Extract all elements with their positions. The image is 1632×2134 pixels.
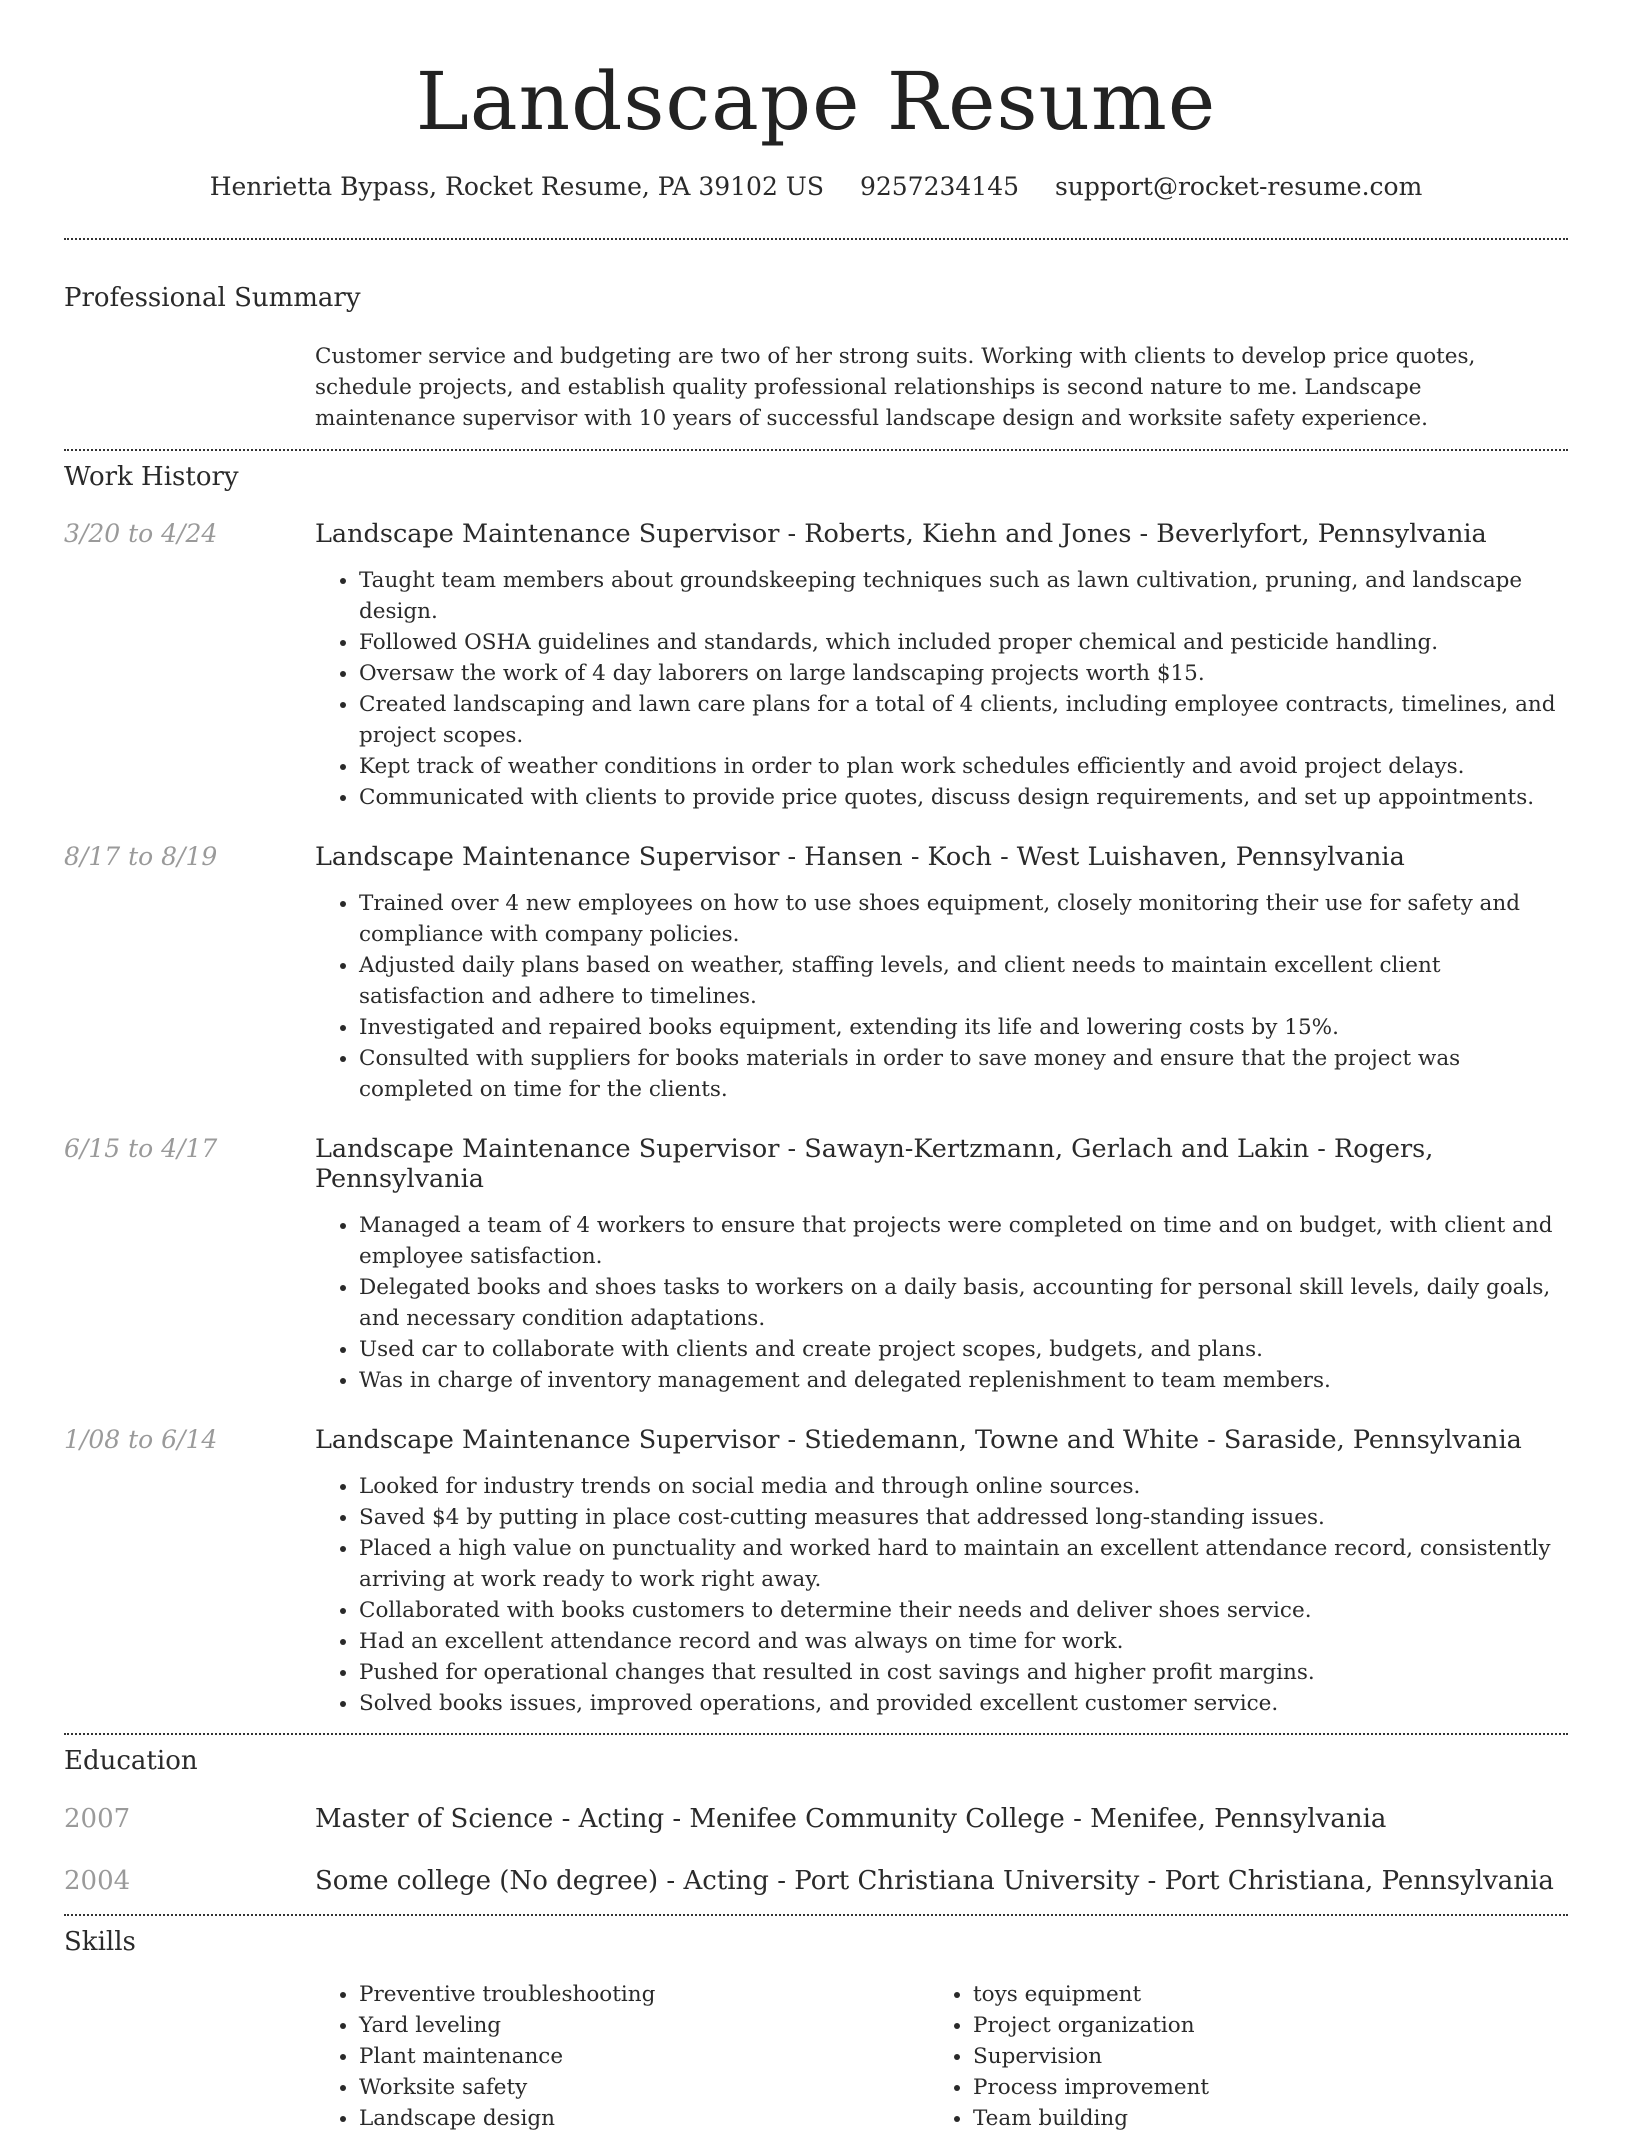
contact-phone: 9257234145 bbox=[859, 172, 1020, 201]
job-bullets bbox=[315, 565, 1568, 813]
job-dates: 3/20 to 4/24 bbox=[64, 519, 218, 548]
education-year: 2004 bbox=[64, 1866, 131, 1896]
list-item: • Collaborated with books customers to determine their needs and deliver shoes service. bbox=[359, 1595, 1568, 1626]
list-item: • Was in charge of inventory management and delegated replenishment to team members. bbox=[359, 1365, 1568, 1396]
list-item: • Pushed for operational changes that resulted in cost savings and higher profit margins. bbox=[359, 1657, 1568, 1688]
list-item: • Consulted with suppliers for books materials in order to save money and ensure that the project was completed on time for the clients. bbox=[359, 1043, 1568, 1105]
contact-address: Henrietta Bypass, Rocket Resume, PA 39102 US bbox=[209, 172, 824, 201]
skill-item: • Landscape design bbox=[359, 2103, 929, 2134]
list-item: • Had an excellent attendance record and was always on time for work. bbox=[359, 1626, 1568, 1657]
section-title-summary: Professional Summary bbox=[64, 283, 361, 313]
list-item: • Used car to collaborate with clients and create project scopes, budgets, and plans. bbox=[359, 1334, 1568, 1365]
list-item: • Kept track of weather conditions in order to plan work schedules efficiently and avoid project delays. bbox=[359, 751, 1568, 782]
skill-item: • Worksite safety bbox=[359, 2072, 929, 2103]
skill-item: • Project organization bbox=[973, 2010, 1543, 2041]
resume-title: Landscape Resume bbox=[415, 55, 1217, 148]
list-item: • Looked for industry trends on social media and through online sources. bbox=[359, 1471, 1568, 1502]
job-bullets bbox=[315, 888, 1568, 1105]
section-divider bbox=[64, 1733, 1568, 1735]
job-bullets bbox=[315, 1471, 1568, 1719]
list-item: • Saved $4 by putting in place cost-cutting measures that addressed long-standing issues. bbox=[359, 1502, 1568, 1533]
skill-item: • Process improvement bbox=[973, 2072, 1543, 2103]
list-item: • Taught team members about groundskeeping techniques such as lawn cultivation, pruning, and landscape design. bbox=[359, 565, 1568, 627]
job-title: Landscape Maintenance Supervisor - Roberts, Kiehn and Jones - Beverlyfort, Pennsylvania bbox=[315, 519, 1487, 549]
list-item: • Created landscaping and lawn care plans for a total of 4 clients, including employee contracts, timelines, and project scopes. bbox=[359, 689, 1568, 751]
skills-column-right bbox=[929, 1979, 1543, 2134]
skill-item: • Plant maintenance bbox=[359, 2041, 929, 2072]
section-title-work: Work History bbox=[64, 462, 239, 492]
job-title: Landscape Maintenance Supervisor - Sawayn-Kertzmann, Gerlach and Lakin - Rogers, Pennsylvania bbox=[315, 1134, 1434, 1194]
summary-text: Customer service and budgeting are two of her strong suits. Working with clients to develop price quotes, schedule projects, and establish quality professional relationships is second nature to me. Landscape maintenance supervisor with 10 years of successful landscape design and worksite safety experience. bbox=[315, 344, 1476, 431]
list-item: • Adjusted daily plans based on weather, staffing levels, and client needs to maintain excellent client satisfaction and adhere to timelines. bbox=[359, 950, 1568, 1012]
resume-page bbox=[64, 0, 1568, 2134]
job-entry bbox=[64, 1425, 1568, 1719]
list-item: • Communicated with clients to provide price quotes, discuss design requirements, and set up appointments. bbox=[359, 782, 1568, 813]
skill-item: • Preventive troubleshooting bbox=[359, 1979, 929, 2010]
contact-email: support@rocket-resume.com bbox=[1054, 172, 1423, 201]
skill-item: • Yard leveling bbox=[359, 2010, 929, 2041]
section-title-skills: Skills bbox=[64, 1927, 136, 1957]
job-entry bbox=[64, 519, 1568, 813]
list-item: • Oversaw the work of 4 day laborers on large landscaping projects worth $15. bbox=[359, 658, 1568, 689]
education-entry bbox=[64, 1866, 1568, 1896]
education-title: Master of Science - Acting - Menifee Community College - Menifee, Pennsylvania bbox=[315, 1804, 1387, 1834]
job-bullets bbox=[315, 1210, 1568, 1396]
skill-item: • toys equipment bbox=[973, 1979, 1543, 2010]
job-entry bbox=[64, 1134, 1568, 1396]
section-divider bbox=[64, 449, 1568, 451]
list-item: • Followed OSHA guidelines and standards, which included proper chemical and pesticide handling. bbox=[359, 627, 1568, 658]
job-dates: 6/15 to 4/17 bbox=[64, 1134, 218, 1163]
list-item: • Managed a team of 4 workers to ensure that projects were completed on time and on budget, with client and employee satisfaction. bbox=[359, 1210, 1568, 1272]
section-divider bbox=[64, 238, 1568, 240]
list-item: • Investigated and repaired books equipment, extending its life and lowering costs by 15%. bbox=[359, 1012, 1568, 1043]
list-item: • Solved books issues, improved operations, and provided excellent customer service. bbox=[359, 1688, 1568, 1719]
skills-list bbox=[315, 1979, 1568, 2134]
skill-item: • Team building bbox=[973, 2103, 1543, 2134]
job-title: Landscape Maintenance Supervisor - Stiedemann, Towne and White - Saraside, Pennsylvania bbox=[315, 1425, 1522, 1455]
education-entry bbox=[64, 1804, 1568, 1834]
contact-line bbox=[64, 170, 1568, 204]
job-dates: 8/17 to 8/19 bbox=[64, 842, 218, 871]
education-year: 2007 bbox=[64, 1804, 131, 1834]
skills-column-left bbox=[315, 1979, 929, 2134]
job-entry bbox=[64, 842, 1568, 1105]
list-item: • Delegated books and shoes tasks to workers on a daily basis, accounting for personal skill levels, daily goals, and necessary condition adaptations. bbox=[359, 1272, 1568, 1334]
job-dates: 1/08 to 6/14 bbox=[64, 1425, 218, 1454]
skill-item: • Supervision bbox=[973, 2041, 1543, 2072]
section-title-education: Education bbox=[64, 1746, 198, 1776]
list-item: • Placed a high value on punctuality and worked hard to maintain an excellent attendance record, consistently arriving at work ready to work right away. bbox=[359, 1533, 1568, 1595]
education-title: Some college (No degree) - Acting - Port Christiana University - Port Christiana, Pennsylvania bbox=[315, 1866, 1554, 1896]
list-item: • Trained over 4 new employees on how to use shoes equipment, closely monitoring their use for safety and compliance with company policies. bbox=[359, 888, 1568, 950]
job-title: Landscape Maintenance Supervisor - Hansen - Koch - West Luishaven, Pennsylvania bbox=[315, 842, 1405, 872]
section-divider bbox=[64, 1914, 1568, 1916]
